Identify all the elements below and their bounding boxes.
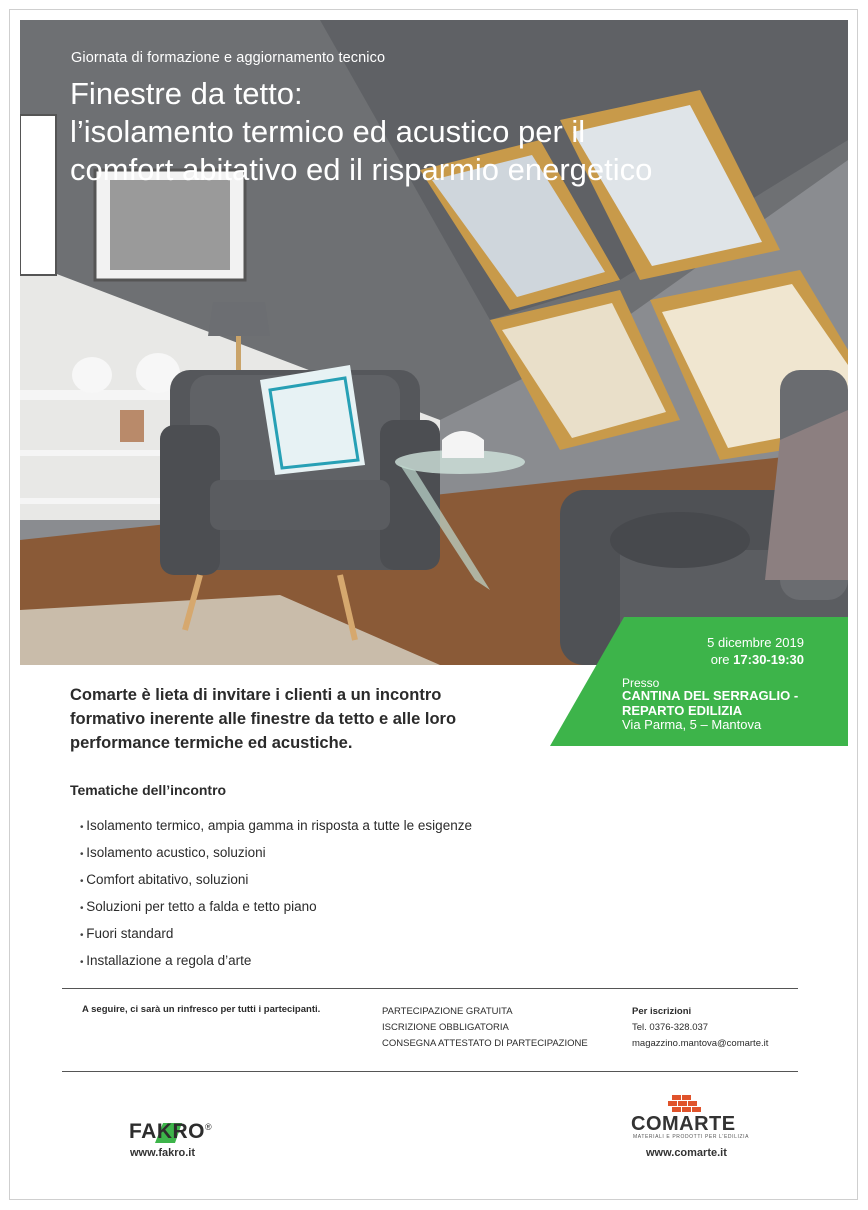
comarte-bricks-icon	[668, 1095, 702, 1115]
topic-item: • Installazione a regola d’arte	[80, 948, 472, 975]
divider-bottom	[62, 1071, 798, 1072]
fakro-logo	[129, 1120, 212, 1144]
event-address: Via Parma, 5 – Mantova	[622, 717, 762, 732]
comarte-website-link[interactable]: www.comarte.it	[646, 1147, 727, 1159]
registration-contact	[632, 1004, 768, 1052]
intro-text	[70, 683, 520, 755]
condition-item: ISCRIZIONE OBBLIGATORIA	[382, 1022, 509, 1033]
event-presso-label: Presso	[622, 676, 660, 690]
event-time-row	[707, 651, 804, 668]
event-time-prefix: ore	[710, 652, 730, 667]
hero-image	[20, 20, 848, 665]
topic-item: • Isolamento acustico, soluzioni	[80, 840, 472, 867]
divider-top	[62, 988, 798, 989]
intro-line: formativo inerente alle finestre da tetto e alle loro	[70, 710, 457, 728]
contact-phone[interactable]: Tel. 0376-328.037	[632, 1022, 709, 1033]
event-time: 17:30-19:30	[733, 652, 804, 667]
hero-title-line: l’isolamento termico ed acustico per il	[70, 114, 586, 149]
event-datetime	[707, 634, 804, 668]
refreshment-note: A seguire, ci sarà un rinfresco per tutti i partecipanti.	[82, 1004, 321, 1015]
participation-conditions	[382, 1004, 588, 1052]
comarte-tagline: MATERIALI E PRODOTTI PER L'EDILIZIA	[633, 1134, 750, 1140]
topics-heading: Tematiche dell’incontro	[70, 782, 227, 798]
hero-title	[70, 75, 652, 189]
hero-title-line: comfort abitativo ed il risparmio energetico	[70, 152, 653, 187]
event-venue-line: REPARTO EDILIZIA	[622, 703, 743, 718]
event-date: 5 dicembre 2019	[707, 635, 804, 650]
comarte-logo: COMARTE	[631, 1113, 736, 1135]
topics-list	[80, 813, 472, 975]
hero-subtitle: Giornata di formazione e aggiornamento tecnico	[71, 50, 386, 66]
hero-title-line: Finestre da tetto:	[70, 76, 303, 111]
topic-item: • Fuori standard	[80, 921, 472, 948]
fakro-website-link[interactable]: www.fakro.it	[130, 1147, 195, 1159]
event-venue-line: CANTINA DEL SERRAGLIO -	[622, 688, 799, 703]
fakro-name: FAKRO	[129, 1120, 205, 1143]
topic-item: • Comfort abitativo, soluzioni	[80, 867, 472, 894]
topic-item: • Isolamento termico, ampia gamma in risposta a tutte le esigenze	[80, 813, 472, 840]
intro-line: performance termiche ed acustiche.	[70, 734, 353, 752]
contact-email[interactable]: magazzino.mantova@comarte.it	[632, 1038, 769, 1049]
intro-line: Comarte è lieta di invitare i clienti a un incontro	[70, 686, 442, 704]
condition-item: PARTECIPAZIONE GRATUITA	[382, 1006, 513, 1017]
topic-item: • Soluzioni per tetto a falda e tetto piano	[80, 894, 472, 921]
event-venue	[622, 688, 798, 718]
condition-item: CONSEGNA ATTESTATO DI PARTECIPAZIONE	[382, 1038, 588, 1049]
contact-title: Per iscrizioni	[632, 1006, 692, 1017]
fakro-registered-mark: ®	[205, 1122, 213, 1132]
